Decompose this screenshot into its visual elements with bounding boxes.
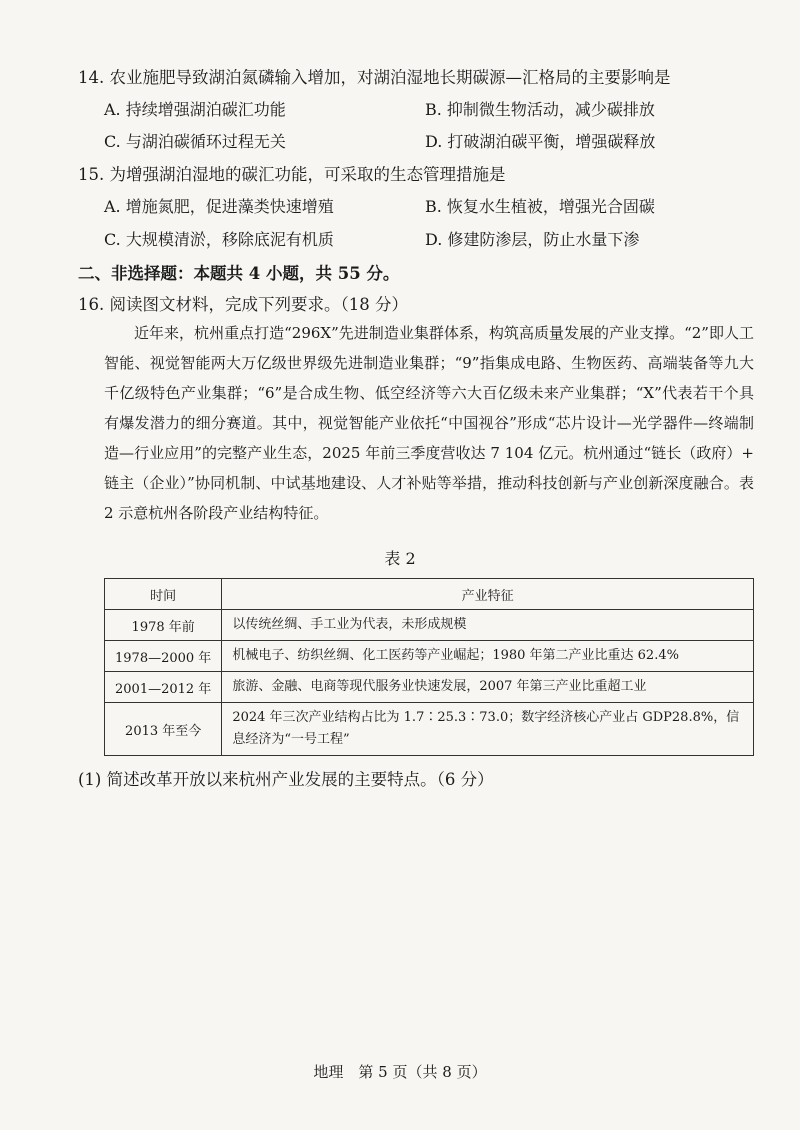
- question-16-stem: 16. 阅读图文材料，完成下列要求。（18 分）: [78, 295, 408, 314]
- table-cell-feature: 机械电子、纺织丝绸、化工医药等产业崛起；1980 年第二产业比重达 62.4%: [222, 641, 754, 672]
- question-16-material: 近年来，杭州重点打造“296X”先进制造业集群体系，构筑高质量发展的产业支撑。“2”即人工智能、视觉智能两大万亿级世界级先进制造业集群；“9”指集成电路、生物医药、高端装备等九大千亿级特色产业集群；“6”是合成生物、低空经济等六大百亿级未来产业集群；“X”代表若干个具有爆发潜力的细分赛道。其中，视觉智能产业依托“中国视谷”形成“芯片设计—光学器件—终端制造—行业应用”的完整产业生态，2025 年前三季度营收达 7 104 亿元。杭州通过“链长（政府）+ 链主（企业）”协同机制、中试基地建设、人才补贴等举措，推动科技创新与产业创新深度融合。表 2 示意杭州各阶段产业结构特征。: [104, 324, 754, 522]
- question-15-option-d: D. 修建防渗层，防止水量下渗: [425, 230, 640, 249]
- table-cell-period: 2013 年至今: [105, 703, 222, 756]
- page-footer: 地理 第 5 页（共 8 页）: [313, 1063, 487, 1081]
- table-row: [105, 672, 754, 703]
- table-cell-feature: 以传统丝绸、手工业为代表，未形成规模: [222, 610, 754, 641]
- table-row: [105, 610, 754, 641]
- question-15-stem: 15. 为增强湖泊湿地的碳汇功能，可采取的生态管理措施是: [78, 165, 506, 184]
- industry-structure-table: [104, 578, 754, 756]
- table-row: [105, 703, 754, 756]
- table-row: [105, 641, 754, 672]
- table-cell-period: 1978 年前: [105, 610, 222, 641]
- question-14-option-b: B. 抑制微生物活动，减少碳排放: [425, 100, 655, 119]
- question-15-option-a: A. 增施氮肥，促进藻类快速增殖: [104, 197, 334, 216]
- question-15-option-b: B. 恢复水生植被，增强光合固碳: [425, 197, 655, 216]
- question-14-option-c: C. 与湖泊碳循环过程无关: [104, 132, 286, 151]
- table-cell-period: 2001—2012 年: [105, 672, 222, 703]
- table-cell-period: 1978—2000 年: [105, 641, 222, 672]
- section-heading-non-choice: 二、非选择题：本题共 4 小题，共 55 分。: [78, 264, 400, 283]
- table-2-title: 表 2: [384, 549, 416, 568]
- table-header-feature: 产业特征: [222, 579, 754, 610]
- table-cell-feature: 旅游、金融、电商等现代服务业快速发展，2007 年第三产业比重超工业: [222, 672, 754, 703]
- question-15-option-c: C. 大规模清淤，移除底泥有机质: [104, 230, 334, 249]
- question-14-option-a: A. 持续增强湖泊碳汇功能: [104, 100, 286, 119]
- question-16-sub-1: (1) 简述改革开放以来杭州产业发展的主要特点。（6 分）: [78, 770, 494, 789]
- question-14-option-d: D. 打破湖泊碳平衡，增强碳释放: [425, 132, 656, 151]
- table-header-row: [105, 579, 754, 610]
- table-header-period: 时间: [105, 579, 222, 610]
- table-cell-feature: 2024 年三次产业结构占比为 1.7∶25.3∶73.0；数字经济核心产业占 GDP28.8%，信息经济为“一号工程”: [222, 703, 754, 756]
- question-14-stem: 14. 农业施肥导致湖泊氮磷输入增加，对湖泊湿地长期碳源—汇格局的主要影响是: [78, 68, 671, 87]
